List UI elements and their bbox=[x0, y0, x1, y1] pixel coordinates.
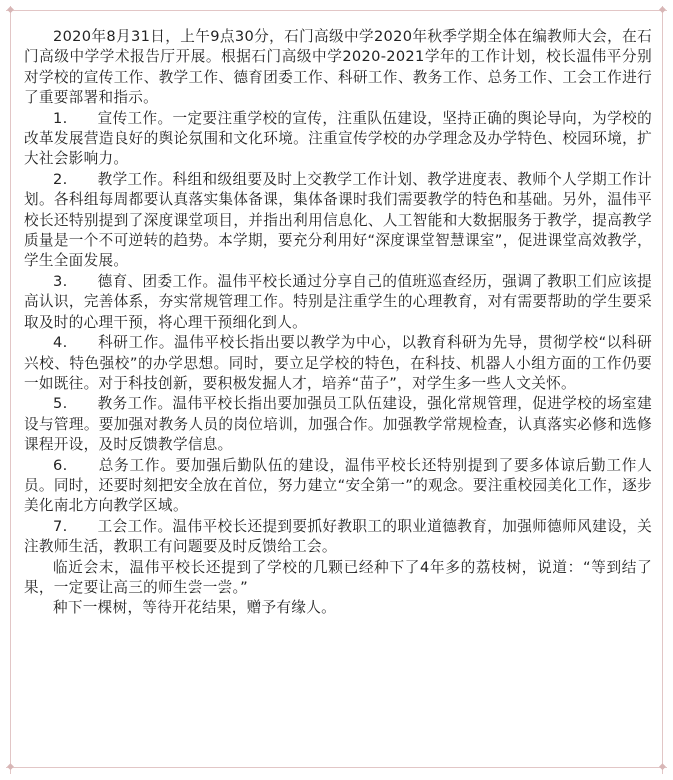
corner-ornament-icon: ◆ bbox=[659, 762, 666, 772]
intro-paragraph: 2020年8月31日，上午9点30分，石门高级中学2020年秋季学期全体在编教师大会，在石门高级中学学术报告厅开展。根据石门高级中学2020-2021学年的工作计划，校长温伟平分别对学校的宣传工作、教学工作、德育团委工作、科研工作、教务工作、总务工作、工会工作进行了重要部署和指示。 bbox=[24, 28, 652, 107]
item-publicity: 1. 宣传工作。一定要注重学校的宣传，注重队伍建设，坚持正确的舆论导向，为学校的改革发展营造良好的舆论氛围和文化环境。注重宣传学校的办学理念及办学特色、校园环境，扩大社会影响力。 bbox=[24, 109, 652, 168]
item-academic-affairs: 5. 教务工作。温伟平校长指出要加强员工队伍建设，强化常规管理，促进学校的场室建设与管理。要加强对教务人员的岗位培训，加强合作。加强教学常规检查，认真落实必修和选修课程开设，及时反馈教学信息。 bbox=[24, 395, 652, 454]
corner-ornament-icon: ◆ bbox=[7, 5, 14, 15]
corner-ornament-icon: ◆ bbox=[659, 5, 666, 15]
item-labor-union: 7. 工会工作。温伟平校长还提到要抓好教职工的职业道德教育，加强师德师风建设，关注教师生活，教职工有问题要及时反馈给工会。 bbox=[24, 517, 652, 556]
article-body bbox=[24, 27, 652, 619]
frame-bottom-border bbox=[6, 767, 667, 768]
item-moral-education: 3. 德育、团委工作。温伟平校长通过分享自己的值班巡查经历，强调了教职工们应该提高认识，完善体系，夯实常规管理工作。特别是注重学生的心理教育，对有需要帮助的学生要采取及时的心理干预，将心理干预细化到人。 bbox=[24, 272, 652, 331]
item-general-affairs: 6. 总务工作。要加强后勤队伍的建设，温伟平校长还特别提到了要多体谅后勤工作人员。同时，还要时刻把安全放在首位，努力建立“安全第一”的观念。要注重校园美化工作，逐步美化南北方向教学区域。 bbox=[24, 456, 652, 515]
corner-ornament-icon: ◆ bbox=[7, 762, 14, 772]
item-research: 4. 科研工作。温伟平校长指出要以教学为中心，以教育科研为先导，贯彻学校“以科研兴校、特色强校”的办学思想。同时，要立足学校的特色，在科技、机器人小组方面的工作仍要一如既往。对于科技创新，要积极发掘人才，培养“苗子”，对学生多一些人文关怀。 bbox=[24, 334, 652, 392]
closing-paragraph: 临近会末，温伟平校长还提到了学校的几颗已经种下了4年多的荔枝树，说道：“等到结了果，一定要让高三的师生尝一尝。” bbox=[24, 558, 652, 596]
frame-left-border bbox=[10, 6, 11, 774]
closing-sentence: 种下一棵树，等待开花结果，赠予有缘人。 bbox=[53, 599, 336, 617]
item-teaching: 2. 教学工作。科组和级组要及时上交教学工作计划、教学进度表、教师个人学期工作计划。各科组每周都要认真落实集体备课，集体备课时我们需要教学的特色和基础。另外，温伟平校长还特别提到了深度课堂项目，并指出利用信息化、人工智能和大数据服务于教学，提高教学质量是一个不可逆转的趋势。本学期，要充分利用好“深度课堂智慧课室”，促进课堂高效教学，学生全面发展。 bbox=[24, 170, 652, 270]
frame-right-border bbox=[662, 6, 663, 774]
frame-top-border bbox=[6, 10, 667, 11]
